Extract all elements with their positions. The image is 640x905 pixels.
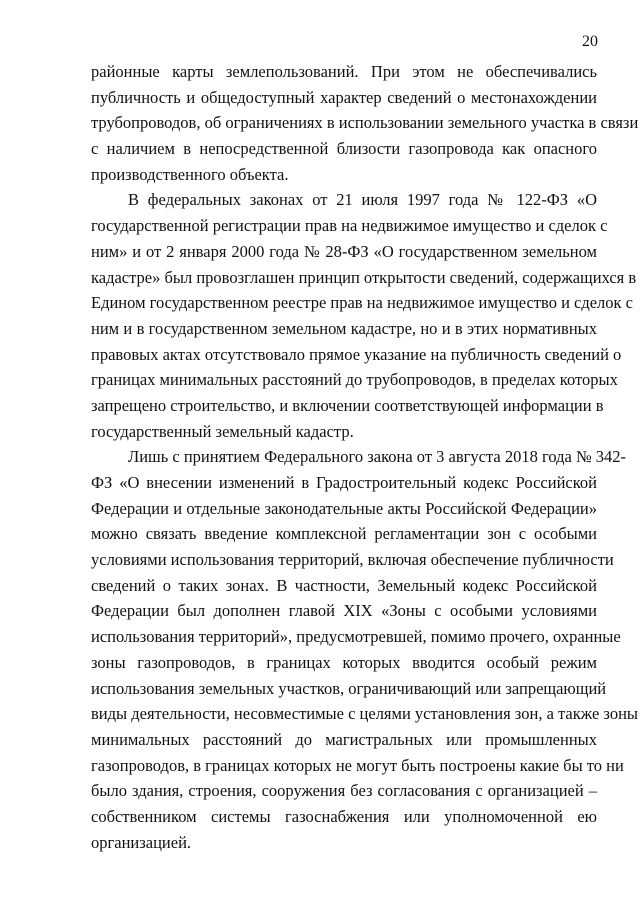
text-line: границах минимальных расстояний до трубопроводов, в пределах которых xyxy=(91,370,618,390)
text-line: зоны газопроводов, в границах которых вводится особый режим xyxy=(91,652,597,672)
text-line: Федерации был дополнен главой XIX «Зоны с особыми условиями xyxy=(91,601,597,621)
text-line: районные карты землепользований. При этом не обеспечивались xyxy=(91,62,597,81)
text-line: ФЗ «О внесении изменений в Градостроительный кодекс Российской xyxy=(91,473,597,492)
text-line: В федеральных законах от 21 июля 1997 года № 122-ФЗ «О xyxy=(128,190,597,210)
paragraph xyxy=(91,444,638,855)
text-line: государственный земельный кадастр. xyxy=(91,421,354,441)
text-line: было здания, строения, сооружения без согласования с организацией – xyxy=(91,781,597,801)
body-text xyxy=(91,59,639,855)
text-line: собственником системы газоснабжения или уполномоченной ею xyxy=(91,806,597,826)
text-line: Лишь с принятием Федерального закона от 3 августа 2018 года № 342- xyxy=(128,447,627,467)
text-line: с наличием в непосредственной близости газопровода как опасного xyxy=(91,139,597,159)
text-line: минимальных расстояний до магистральных или промышленных xyxy=(91,729,597,749)
paragraph xyxy=(91,187,637,444)
text-line: виды деятельности, несовместимые с целями установления зон, а также зоны xyxy=(91,704,638,724)
text-line: Федерации и отдельные законодательные акты Российской Федерации» xyxy=(91,498,597,518)
text-line: можно связать введение комплексной регламентации зон с особыми xyxy=(91,524,597,544)
text-line: организацией. xyxy=(91,832,192,852)
text-line: запрещено строительство, и включении соответствующей информации в xyxy=(91,395,604,415)
text-line: трубопроводов, об ограничениях в использовании земельного участка в связи xyxy=(91,113,639,133)
text-line: государственной регистрации прав на недвижимое имущество и сделок с xyxy=(91,216,608,236)
text-line: производственного объекта. xyxy=(91,164,289,184)
text-line: использования земельных участков, ограничивающий или запрещающий xyxy=(91,678,607,698)
text-line: ним и в государственном земельном кадастре, но и в этих нормативных xyxy=(91,318,597,338)
text-line: использования территорий», предусмотревшей, помимо прочего, охранные xyxy=(91,627,621,647)
text-line: Едином государственном реестре прав на недвижимое имущество и сделок с xyxy=(91,293,634,313)
text-line: условиями использования территорий, включая обеспечение публичности xyxy=(91,550,614,570)
text-line: газопроводов, в границах которых не могут быть построены какие бы то ни xyxy=(91,755,624,775)
text-line: кадастре» был провозглашен принцип открытости сведений, содержащихся в xyxy=(91,267,637,287)
page-number: 20 xyxy=(582,33,598,50)
text-line: правовых актах отсутствовало прямое указание на публичность сведений о xyxy=(91,344,622,364)
paragraph xyxy=(91,59,639,187)
text-line: ним» и от 2 января 2000 года № 28-ФЗ «О государственном земельном xyxy=(91,241,597,261)
text-line: сведений о таких зонах. В частности, Земельный кодекс Российской xyxy=(91,575,597,595)
text-line: публичность и общедоступный характер сведений о местонахождении xyxy=(91,87,597,107)
